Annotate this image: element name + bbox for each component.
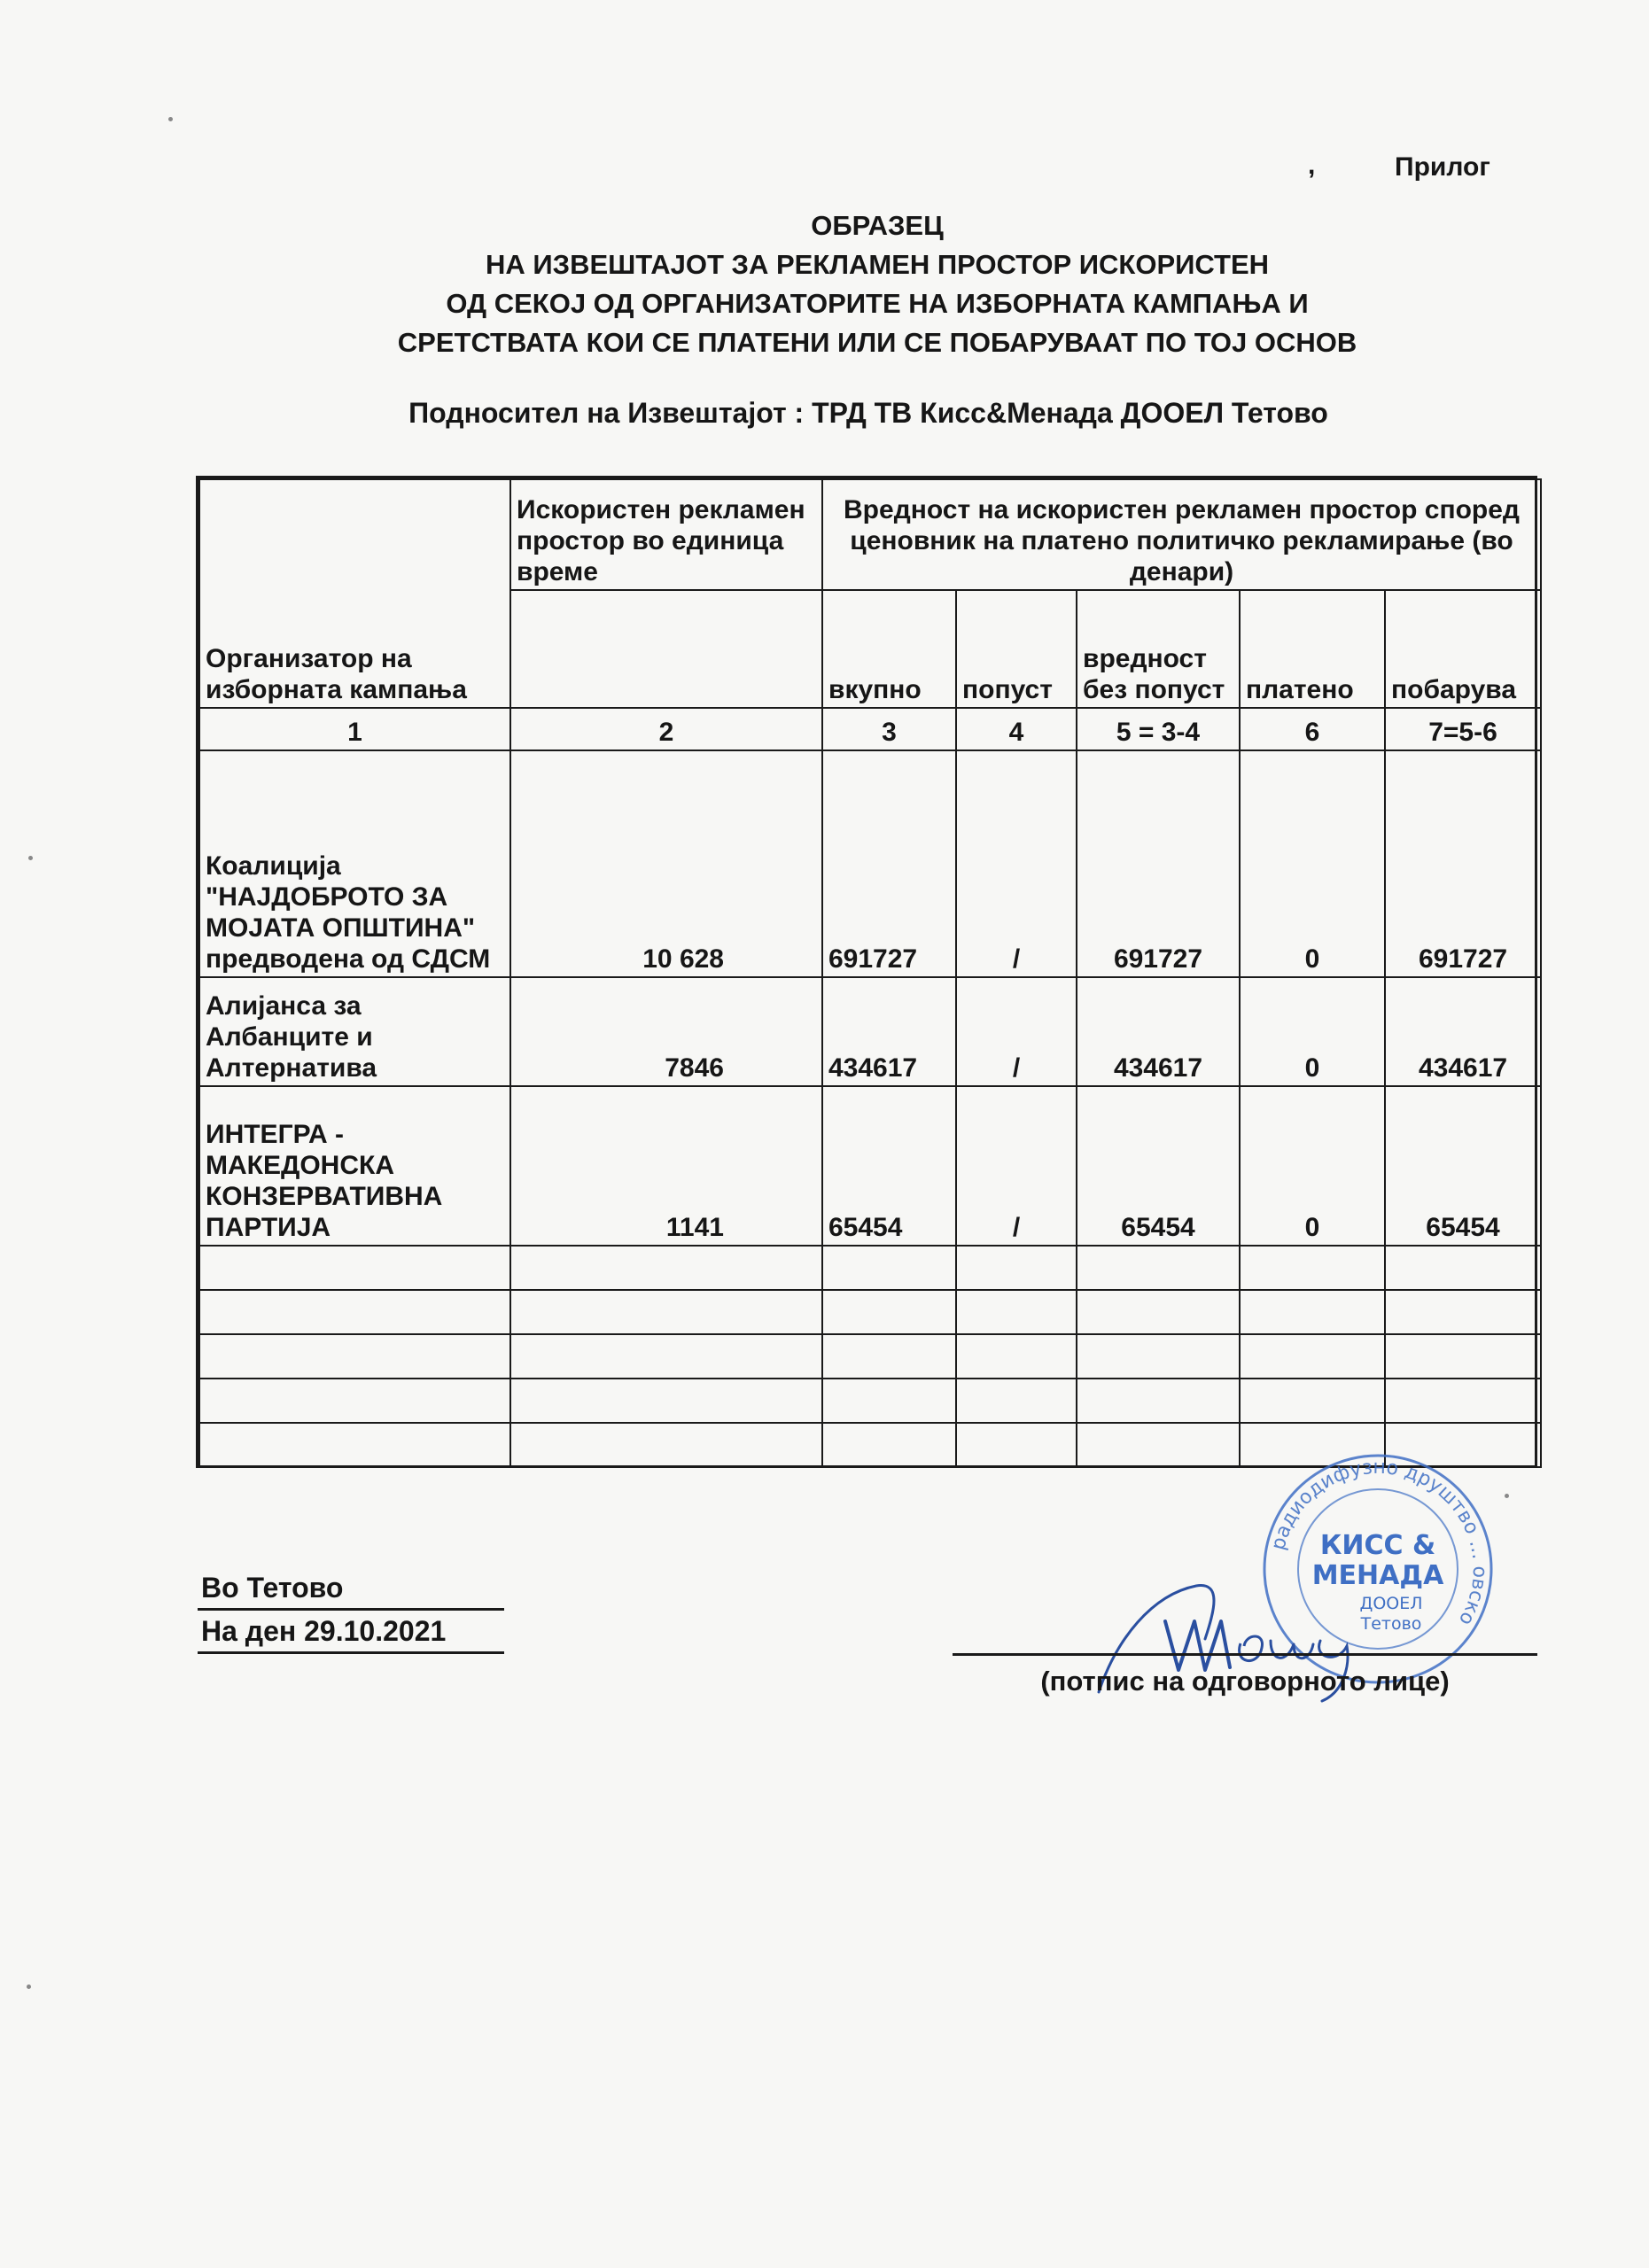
report-table: [196, 476, 1537, 1468]
row-organizer: ИНТЕГРА - МАКЕДОНСКА КОНЗЕРВАТИВНА ПАРТИЈА: [199, 1086, 510, 1246]
row-organizer: Алијанса за Албанците и Алтернатива: [199, 977, 510, 1086]
table-row: [199, 750, 1541, 977]
title-line-4: СРЕТСТВАТА КОИ СЕ ПЛАТЕНИ ИЛИ СЕ ПОБАРУВААТ ПО ТОЈ ОСНОВ: [397, 327, 1357, 358]
signature-caption: (потпис на одговорното лице): [1040, 1666, 1450, 1697]
row-total: 691727: [822, 750, 956, 977]
submitter-line: Подносител на Извештајот : ТРД ТВ Кисс&Менада ДООЕЛ Тетово: [408, 397, 1328, 429]
column-number: 1: [199, 708, 510, 750]
column-number-row: [199, 708, 1541, 750]
row-discount: /: [956, 750, 1077, 977]
table-row: [199, 1086, 1541, 1246]
column-number: 3: [822, 708, 956, 750]
empty-row: [199, 1290, 1541, 1334]
title-line-3: ОД СЕКОЈ ОД ОРГАНИЗАТОРИТЕ НА ИЗБОРНАТА КАМПАЊА И: [446, 288, 1309, 319]
scan-speck: [27, 1984, 31, 1989]
row-paid: 0: [1240, 750, 1385, 977]
subheader-discount: попуст: [956, 590, 1077, 708]
scan-speck: [168, 117, 173, 121]
row-discount: /: [956, 977, 1077, 1086]
table-row: [199, 977, 1541, 1086]
stamp-name-2: МЕНАДА: [1311, 1560, 1444, 1591]
header-organizer: Организатор на изборната кампања: [199, 479, 510, 708]
row-owed: 691727: [1385, 750, 1541, 977]
date-label: На ден 29.10.2021: [198, 1611, 504, 1654]
row-owed: 434617: [1385, 977, 1541, 1086]
row-used-space: 10 628: [510, 750, 822, 977]
empty-row: [199, 1334, 1541, 1379]
row-owed: 65454: [1385, 1086, 1541, 1246]
subheader-total: вкупно: [822, 590, 956, 708]
title-line-2: НА ИЗВЕШТАЈОТ ЗА РЕКЛАМЕН ПРОСТОР ИСКОРИСТЕН: [485, 249, 1270, 280]
scan-speck: [1505, 1494, 1509, 1498]
column-number: 5 = 3-4: [1077, 708, 1240, 750]
row-value-without-discount: 65454: [1077, 1086, 1240, 1246]
row-total: 65454: [822, 1086, 956, 1246]
stamp-type: ДООЕЛ: [1359, 1594, 1423, 1613]
row-paid: 0: [1240, 977, 1385, 1086]
subheader-owed: побарува: [1385, 590, 1541, 708]
stamp-ring-text: радиодифузно друштво ... овско: [1267, 1456, 1491, 1629]
title-line-1: ОБРАЗЕЦ: [811, 210, 944, 241]
signature-line: [953, 1653, 1537, 1656]
stamp-city: Тетово: [1360, 1614, 1422, 1634]
scan-speck: [28, 856, 33, 860]
document-title: [213, 206, 1542, 362]
row-paid: 0: [1240, 1086, 1385, 1246]
header-value: Вредност на искористен рекламен простор според ценовник на платено политичко рекламирање (во денари): [822, 479, 1541, 590]
stray-mark: ,: [1308, 151, 1316, 180]
column-number: 4: [956, 708, 1077, 750]
row-total: 434617: [822, 977, 956, 1086]
row-organizer: Коалиција "НАЈДОБРОТО ЗА МОЈАТА ОПШТИНА" предводена од СДСМ: [199, 750, 510, 977]
subheader-paid: платено: [1240, 590, 1385, 708]
column-number: 2: [510, 708, 822, 750]
row-used-space: 1141: [510, 1086, 822, 1246]
row-used-space: 7846: [510, 977, 822, 1086]
place-date-block: [198, 1567, 504, 1654]
column-number: 7=5-6: [1385, 708, 1541, 750]
empty-row: [199, 1379, 1541, 1423]
attachment-label: Прилог: [1395, 152, 1490, 182]
row-value-without-discount: 434617: [1077, 977, 1240, 1086]
row-discount: /: [956, 1086, 1077, 1246]
header-used-space: Искористен рекламен простор во единица време: [510, 479, 822, 590]
row-value-without-discount: 691727: [1077, 750, 1240, 977]
stamp-name-1: КИСС &: [1319, 1530, 1436, 1561]
place-label: Во Тетово: [198, 1567, 504, 1611]
empty-row: [199, 1246, 1541, 1290]
column-number: 6: [1240, 708, 1385, 750]
header-used-space-blank: [510, 590, 822, 708]
subheader-value-without-discount: вредност без попуст: [1077, 590, 1240, 708]
